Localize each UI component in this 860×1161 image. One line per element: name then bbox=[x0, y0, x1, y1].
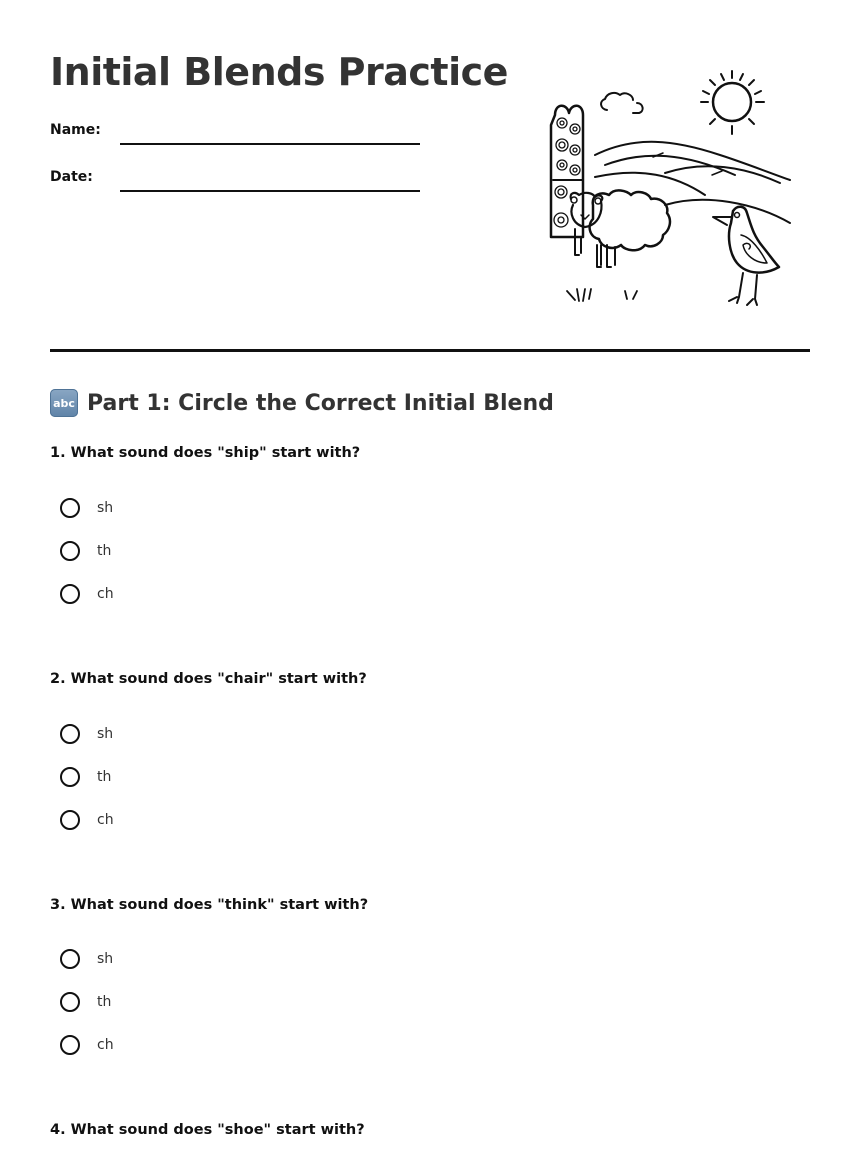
radio-circle-icon[interactable] bbox=[60, 992, 80, 1012]
section-title-text: Part 1: Circle the Correct Initial Blend bbox=[87, 390, 554, 416]
option-label: th bbox=[97, 543, 112, 559]
radio-circle-icon[interactable] bbox=[60, 724, 80, 744]
radio-circle-icon[interactable] bbox=[60, 584, 80, 604]
name-input-line[interactable] bbox=[120, 143, 420, 145]
section-title-part1 bbox=[50, 389, 554, 417]
option-ch[interactable] bbox=[60, 807, 114, 833]
option-ch[interactable] bbox=[60, 1032, 114, 1058]
option-th[interactable] bbox=[60, 989, 111, 1015]
question-text: 1. What sound does "ship" start with? bbox=[50, 445, 361, 461]
radio-circle-icon[interactable] bbox=[60, 541, 80, 561]
radio-circle-icon[interactable] bbox=[60, 498, 80, 518]
option-label: th bbox=[97, 994, 112, 1010]
option-label: ch bbox=[97, 1037, 114, 1053]
sheep-bird-hills-illustration bbox=[545, 65, 800, 310]
option-th[interactable] bbox=[60, 538, 111, 564]
option-sh[interactable] bbox=[60, 495, 113, 521]
sun-icon bbox=[701, 71, 764, 134]
option-sh[interactable] bbox=[60, 721, 113, 747]
option-label: sh bbox=[97, 951, 114, 967]
radio-circle-icon[interactable] bbox=[60, 949, 80, 969]
abc-icon: abc bbox=[50, 389, 78, 417]
option-label: ch bbox=[97, 812, 114, 828]
header-divider bbox=[50, 349, 810, 352]
option-label: sh bbox=[97, 500, 114, 516]
option-ch[interactable] bbox=[60, 581, 114, 607]
page-title: Initial Blends Practice bbox=[50, 50, 508, 94]
radio-circle-icon[interactable] bbox=[60, 767, 80, 787]
question-text: 3. What sound does "think" start with? bbox=[50, 897, 369, 913]
option-th[interactable] bbox=[60, 764, 111, 790]
option-label: sh bbox=[97, 726, 114, 742]
date-label: Date: bbox=[50, 169, 93, 185]
option-label: th bbox=[97, 769, 112, 785]
option-label: ch bbox=[97, 586, 114, 602]
date-input-line[interactable] bbox=[120, 190, 420, 192]
question-text: 2. What sound does "chair" start with? bbox=[50, 671, 367, 687]
radio-circle-icon[interactable] bbox=[60, 810, 80, 830]
option-sh[interactable] bbox=[60, 946, 113, 972]
name-label: Name: bbox=[50, 122, 101, 138]
radio-circle-icon[interactable] bbox=[60, 1035, 80, 1055]
question-text: 4. What sound does "shoe" start with? bbox=[50, 1122, 365, 1138]
